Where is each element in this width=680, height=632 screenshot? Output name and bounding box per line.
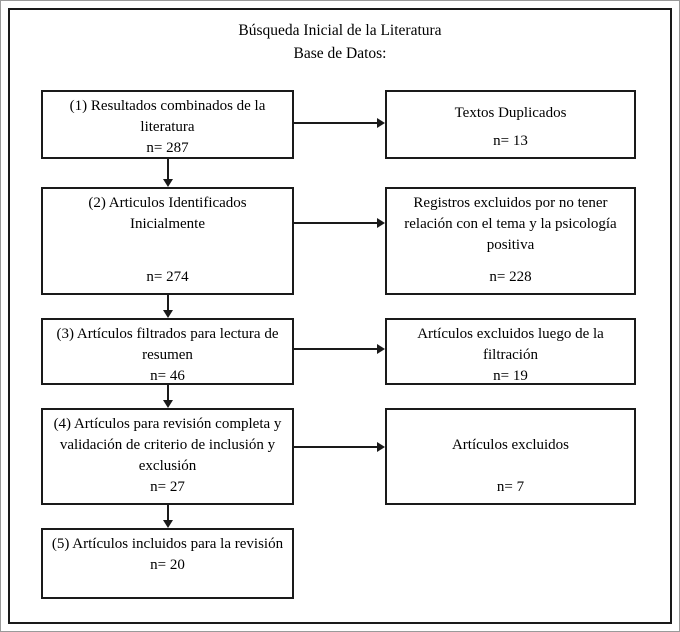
arrow-head xyxy=(163,310,173,318)
arrow-head xyxy=(377,442,385,452)
right-arrow-2 xyxy=(294,218,385,228)
flow-box-left-4 xyxy=(41,408,294,505)
arrow-shaft xyxy=(294,446,377,448)
box-text: Artículos excluidos xyxy=(451,437,570,453)
flow-box-right-1 xyxy=(385,90,636,159)
box-count: n= 27 xyxy=(150,479,185,495)
right-arrow-4 xyxy=(294,442,385,452)
box-count: n= 13 xyxy=(493,133,528,149)
box-count: n= 287 xyxy=(146,140,189,156)
diagram-title xyxy=(1,19,679,65)
box-text: (2) Articulos Identificados Inicialmente xyxy=(88,195,247,232)
box-count: n= 19 xyxy=(493,368,528,384)
arrow-head xyxy=(377,118,385,128)
right-arrow-3 xyxy=(294,344,385,354)
arrow-shaft xyxy=(167,505,169,520)
diagram-title-line2: Base de Datos: xyxy=(293,45,387,62)
arrow-head xyxy=(377,218,385,228)
arrow-shaft xyxy=(167,295,169,310)
down-arrow-4 xyxy=(163,505,173,528)
arrow-shaft xyxy=(294,222,377,224)
flow-box-right-4 xyxy=(385,408,636,505)
flow-box-left-3 xyxy=(41,318,294,385)
arrow-shaft xyxy=(167,159,169,179)
down-arrow-3 xyxy=(163,385,173,408)
arrow-head xyxy=(163,520,173,528)
down-arrow-1 xyxy=(163,159,173,187)
box-text: Artículos excluidos luego de la filtración xyxy=(417,326,604,363)
box-text: (5) Artículos incluidos para la revisión xyxy=(51,536,284,552)
box-text: (1) Resultados combinados de la literatura xyxy=(69,98,266,135)
box-count: n= 7 xyxy=(496,479,525,495)
flow-box-right-2 xyxy=(385,187,636,295)
flow-box-left-2 xyxy=(41,187,294,295)
down-arrow-2 xyxy=(163,295,173,318)
box-text: (4) Artículos para revisión completa y validación de criterio de inclusión y exclusión xyxy=(53,416,282,474)
flow-box-left-1 xyxy=(41,90,294,159)
right-arrow-1 xyxy=(294,118,385,128)
box-count: n= 228 xyxy=(489,269,532,285)
flow-box-left-5 xyxy=(41,528,294,599)
arrow-head xyxy=(163,400,173,408)
box-text: Registros excluidos por no tener relación con el tema y la psicología positiva xyxy=(404,195,617,253)
box-count: n= 274 xyxy=(146,269,189,285)
arrow-head xyxy=(377,344,385,354)
box-text: (3) Artículos filtrados para lectura de resumen xyxy=(56,326,279,363)
arrow-head xyxy=(163,179,173,187)
diagram-title-line1: Búsqueda Inicial de la Literatura xyxy=(238,22,442,39)
arrow-shaft xyxy=(167,385,169,400)
box-count: n= 20 xyxy=(150,557,185,573)
box-count: n= 46 xyxy=(150,368,185,384)
arrow-shaft xyxy=(294,122,377,124)
flow-box-right-3 xyxy=(385,318,636,385)
box-text: Textos Duplicados xyxy=(454,105,567,121)
arrow-shaft xyxy=(294,348,377,350)
